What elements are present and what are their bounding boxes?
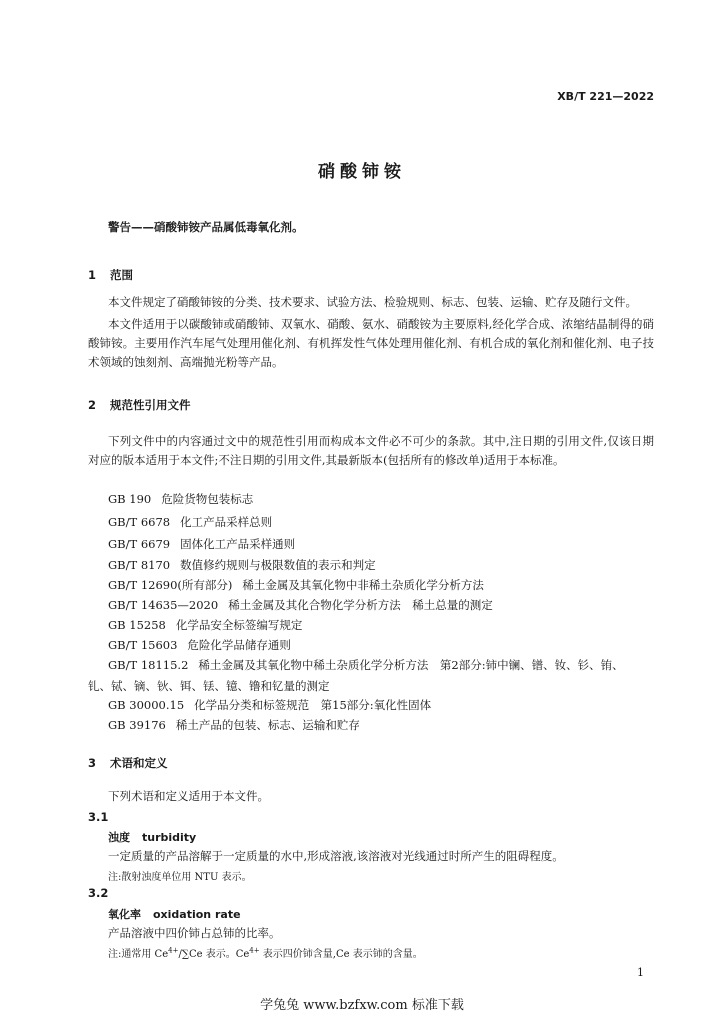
- reference-title: 稀土产品的包装、标志、运输和贮存: [175, 718, 360, 732]
- section-3-heading: [88, 755, 168, 771]
- reference-item: [108, 618, 302, 633]
- term-en: oxidation rate: [153, 908, 241, 921]
- section-1-heading: [88, 267, 133, 283]
- term-en: turbidity: [142, 831, 197, 844]
- reference-item: [108, 578, 484, 593]
- reference-title: 化学品分类和标签规范 第15部分:氧化性固体: [194, 698, 432, 712]
- reference-title: 稀土金属及其化合物化学分析方法 稀土总量的测定: [228, 598, 493, 612]
- note-text: /∑Ce 表示。Ce: [178, 949, 250, 960]
- reference-title: 化工产品采样总则: [180, 515, 273, 529]
- reference-item: [88, 658, 654, 694]
- term-definition: 产品溶液中四价铈占总铈的比率。: [108, 926, 281, 940]
- reference-item: [108, 718, 360, 733]
- normative-intro: 下列文件中的内容通过文中的规范性引用而构成本文件必不可少的条款。其中,注日期的引用文件,仅该日期对应的版本适用于本文件;不注日期的引用文件,其最新版本(包括所有的修改单)适用于本标准。: [88, 434, 654, 467]
- warning-statement: 警告——硝酸铈铵产品属低毒氧化剂。: [108, 220, 304, 234]
- section-title: 规范性引用文件: [110, 398, 191, 412]
- term-number: 3.2: [88, 886, 109, 900]
- note-text: 注:通常用 Ce: [108, 949, 169, 960]
- reference-code: GB/T 6679: [108, 537, 171, 551]
- reference-code: GB 15258: [108, 618, 166, 632]
- reference-code: GB/T 14635—2020: [108, 598, 219, 612]
- note-text: 表示四价铈含量,Ce 表示铈的含量。: [259, 949, 423, 960]
- note-superscript: 4+: [168, 946, 179, 955]
- term-heading: [108, 906, 241, 922]
- term-definition: 一定质量的产品溶解于一定质量的水中,形成溶液,该溶液对光线通过时所产生的阻碍程度。: [108, 849, 564, 863]
- reference-item: [108, 598, 493, 613]
- reference-code: GB/T 18115.2: [108, 658, 189, 672]
- reference-code: GB/T 6678: [108, 515, 171, 529]
- section-number: 2: [88, 398, 97, 412]
- term-zh: 氧化率: [108, 908, 141, 921]
- reference-title: 数值修约规则与极限数值的表示和判定: [180, 558, 376, 572]
- standard-number: XB/T 221—2022: [557, 90, 654, 103]
- section-number: 3: [88, 756, 97, 770]
- reference-code: GB/T 12690(所有部分): [108, 578, 233, 592]
- document-title: 硝酸铈铵: [318, 162, 406, 182]
- term-heading: [108, 829, 196, 845]
- reference-code: GB 190: [108, 492, 152, 506]
- page-number: 1: [637, 966, 644, 979]
- section-2-heading: [88, 397, 191, 413]
- note-superscript: 4+: [249, 946, 260, 955]
- reference-title: 危险货物包装标志: [161, 492, 254, 506]
- reference-title: 化学品安全标签编写规定: [175, 618, 303, 632]
- term-number: 3.1: [88, 810, 109, 824]
- reference-item: [108, 537, 295, 552]
- terms-intro: 下列术语和定义适用于本文件。: [108, 789, 269, 803]
- reference-title: 稀土金属及其氧化物中非稀土杂质化学分析方法: [242, 578, 484, 592]
- section-title: 术语和定义: [110, 756, 168, 770]
- reference-title: 固体化工产品采样通则: [180, 537, 296, 551]
- section-number: 1: [88, 268, 97, 282]
- term-note: [108, 945, 423, 960]
- reference-title: 稀土金属及其氧化物中稀土杂质化学分析方法 第2部分:铈中镧、镨、钕、钐、铕、: [198, 658, 624, 672]
- reference-title: 危险化学品储存通则: [187, 638, 291, 652]
- reference-code: GB 39176: [108, 718, 166, 732]
- term-note: 注:散射浊度单位用 NTU 表示。: [108, 872, 252, 883]
- reference-item: [108, 515, 272, 530]
- reference-code: GB 30000.15: [108, 698, 185, 712]
- reference-title-continuation: 钆、铽、镝、钬、铒、铥、镱、镥和钇量的测定: [88, 679, 330, 693]
- reference-item: [108, 558, 376, 573]
- scope-paragraph-2: 本文件适用于以碳酸铈或硝酸铈、双氧水、硝酸、氨水、硝酸铵为主要原料,经化学合成、浓缩结晶制得的硝酸铈铵。主要用作汽车尾气处理用催化剂、有机挥发性气体处理用催化剂、有机合成的氧化剂和催化剂、电子技术领域的蚀刻剂、高端抛光粉等产品。: [88, 317, 654, 369]
- reference-code: GB/T 15603: [108, 638, 178, 652]
- footer-watermark: 学兔兔 www.bzfxw.com 标准下载: [260, 998, 464, 1013]
- reference-code: GB/T 8170: [108, 558, 171, 572]
- reference-item: [108, 638, 291, 653]
- term-zh: 浊度: [108, 831, 130, 844]
- section-title: 范围: [110, 268, 133, 282]
- scope-paragraph-1: 本文件规定了硝酸铈铵的分类、技术要求、试验方法、检验规则、标志、包装、运输、贮存及随行文件。: [108, 295, 637, 309]
- reference-item: [108, 492, 253, 507]
- reference-item: [108, 698, 431, 713]
